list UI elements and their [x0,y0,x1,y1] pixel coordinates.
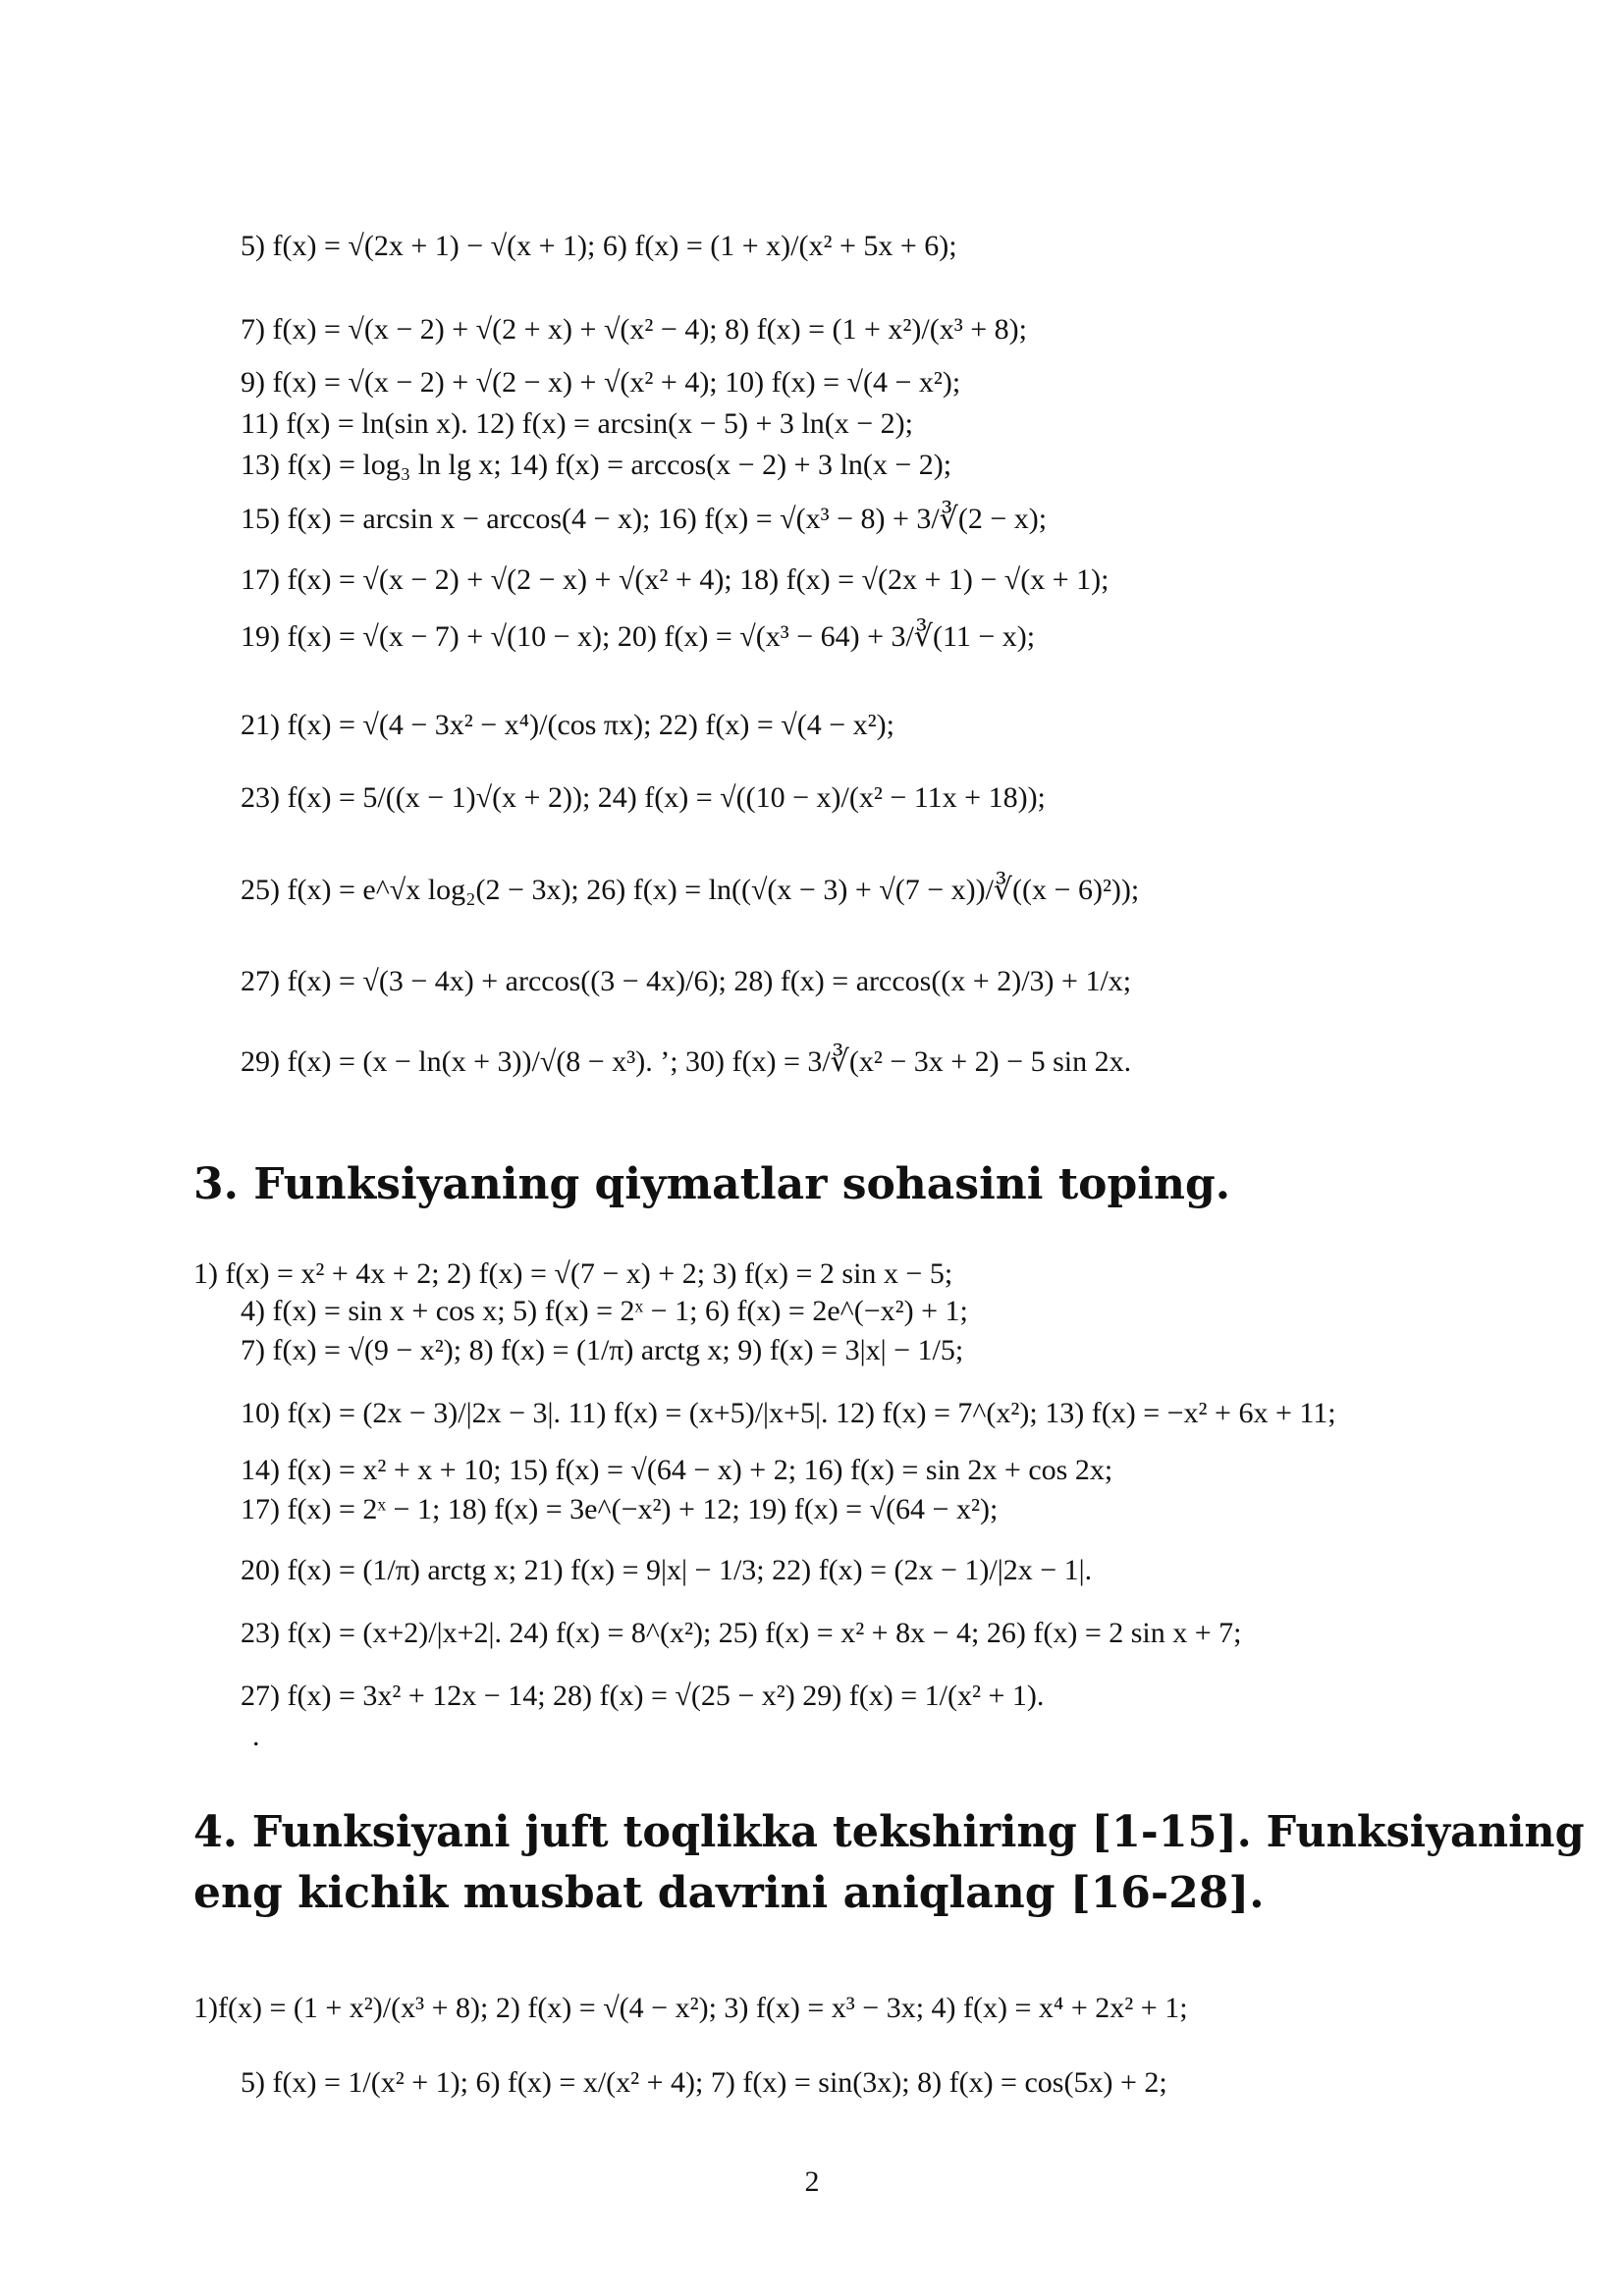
exercise-line: 14) f(x) = x² + x + 10; 15) f(x) = √(64 − x) + 2; 16) f(x) = sin 2x + cos 2x; [241,1454,1113,1486]
exercise-line: 5) f(x) = √(2x + 1) − √(x + 1); 6) f(x) = (1 + x)/(x² + 5x + 6); [241,230,957,262]
exercise-line: 27) f(x) = √(3 − 4x) + arccos((3 − 4x)/6); 28) f(x) = arccos((x + 2)/3) + 1/x; [241,965,1132,997]
exercise-line: 23) f(x) = 5/((x − 1)√(x + 2)); 24) f(x) = √((10 − x)/(x² − 11x + 18)); [241,781,1046,814]
exercise-line: 19) f(x) = √(x − 7) + √(10 − x); 20) f(x) = √(x³ − 64) + 3/∛(11 − x); [241,620,1036,653]
page-number: 2 [804,2165,820,2198]
exercise-line: 17) f(x) = 2ˣ − 1; 18) f(x) = 3e^(−x²) + 12; 19) f(x) = √(64 − x²); [241,1493,999,1525]
exercise-line: 5) f(x) = 1/(x² + 1); 6) f(x) = x/(x² + 4); 7) f(x) = sin(3x); 8) f(x) = cos(5x) + 2; [241,2066,1167,2099]
exercise-line: 15) f(x) = arcsin x − arccos(4 − x); 16) f(x) = √(x³ − 8) + 3/∛(2 − x); [241,503,1048,535]
exercise-line: 17) f(x) = √(x − 2) + √(2 − x) + √(x² + 4); 18) f(x) = √(2x + 1) − √(x + 1); [241,563,1110,596]
exercise-line: 11) f(x) = ln(sin x). 12) f(x) = arcsin(x − 5) + 3 ln(x − 2); [241,407,913,440]
exercise-line: 21) f(x) = √(4 − 3x² − x⁴)/(cos πx); 22) f(x) = √(4 − x²); [241,709,894,741]
section-heading: 3. Funksiyaning qiymatlar sohasini toping. [193,1159,1231,1209]
exercise-line: 27) f(x) = 3x² + 12x − 14; 28) f(x) = √(25 − x²) 29) f(x) = 1/(x² + 1). [241,1680,1045,1712]
exercise-line: 9) f(x) = √(x − 2) + √(2 − x) + √(x² + 4); 10) f(x) = √(4 − x²); [241,366,961,399]
section-heading: eng kichik musbat davrini aniqlang [16-28]. [193,1868,1265,1918]
exercise-line: 20) f(x) = (1/π) arctg x; 21) f(x) = 9|x| − 1/3; 22) f(x) = (2x − 1)/|2x − 1|. [241,1554,1093,1586]
section-heading: 4. Funksiyani juft toqlikka tekshiring [1-15]. Funksiyaning [193,1807,1585,1857]
exercise-line: 7) f(x) = √(x − 2) + √(2 + x) + √(x² − 4); 8) f(x) = (1 + x²)/(x³ + 8); [241,313,1027,346]
exercise-line: 7) f(x) = √(9 − x²); 8) f(x) = (1/π) arctg x; 9) f(x) = 3|x| − 1/5; [241,1334,964,1366]
exercise-line: 13) f(x) = log₃ ln lg x; 14) f(x) = arccos(x − 2) + 3 ln(x − 2); [241,449,952,481]
exercise-line: 29) f(x) = (x − ln(x + 3))/√(8 − x³). ’; 30) f(x) = 3/∛(x² − 3x + 2) − 5 sin 2x. [241,1045,1132,1078]
exercise-line: 10) f(x) = (2x − 3)/|2x − 3|. 11) f(x) = (x+5)/|x+5|. 12) f(x) = 7^(x²); 13) f(x) = −x² + 6x + 11; [241,1397,1336,1429]
stray-dot: . [252,1720,260,1752]
exercise-line: 25) f(x) = e^√x log₂(2 − 3x); 26) f(x) = ln((√(x − 3) + √(7 − x))/∛((x − 6)²)); [241,874,1140,906]
exercise-line: 4) f(x) = sin x + cos x; 5) f(x) = 2ˣ − 1; 6) f(x) = 2e^(−x²) + 1; [241,1295,968,1327]
exercise-line: 1)f(x) = (1 + x²)/(x³ + 8); 2) f(x) = √(4 − x²); 3) f(x) = x³ − 3x; 4) f(x) = x⁴ + 2x² + 1; [193,1992,1188,2024]
exercise-line: 1) f(x) = x² + 4x + 2; 2) f(x) = √(7 − x) + 2; 3) f(x) = 2 sin x − 5; [193,1257,953,1290]
exercise-line: 23) f(x) = (x+2)/|x+2|. 24) f(x) = 8^(x²); 25) f(x) = x² + 8x − 4; 26) f(x) = 2 sin x + 7; [241,1617,1242,1649]
